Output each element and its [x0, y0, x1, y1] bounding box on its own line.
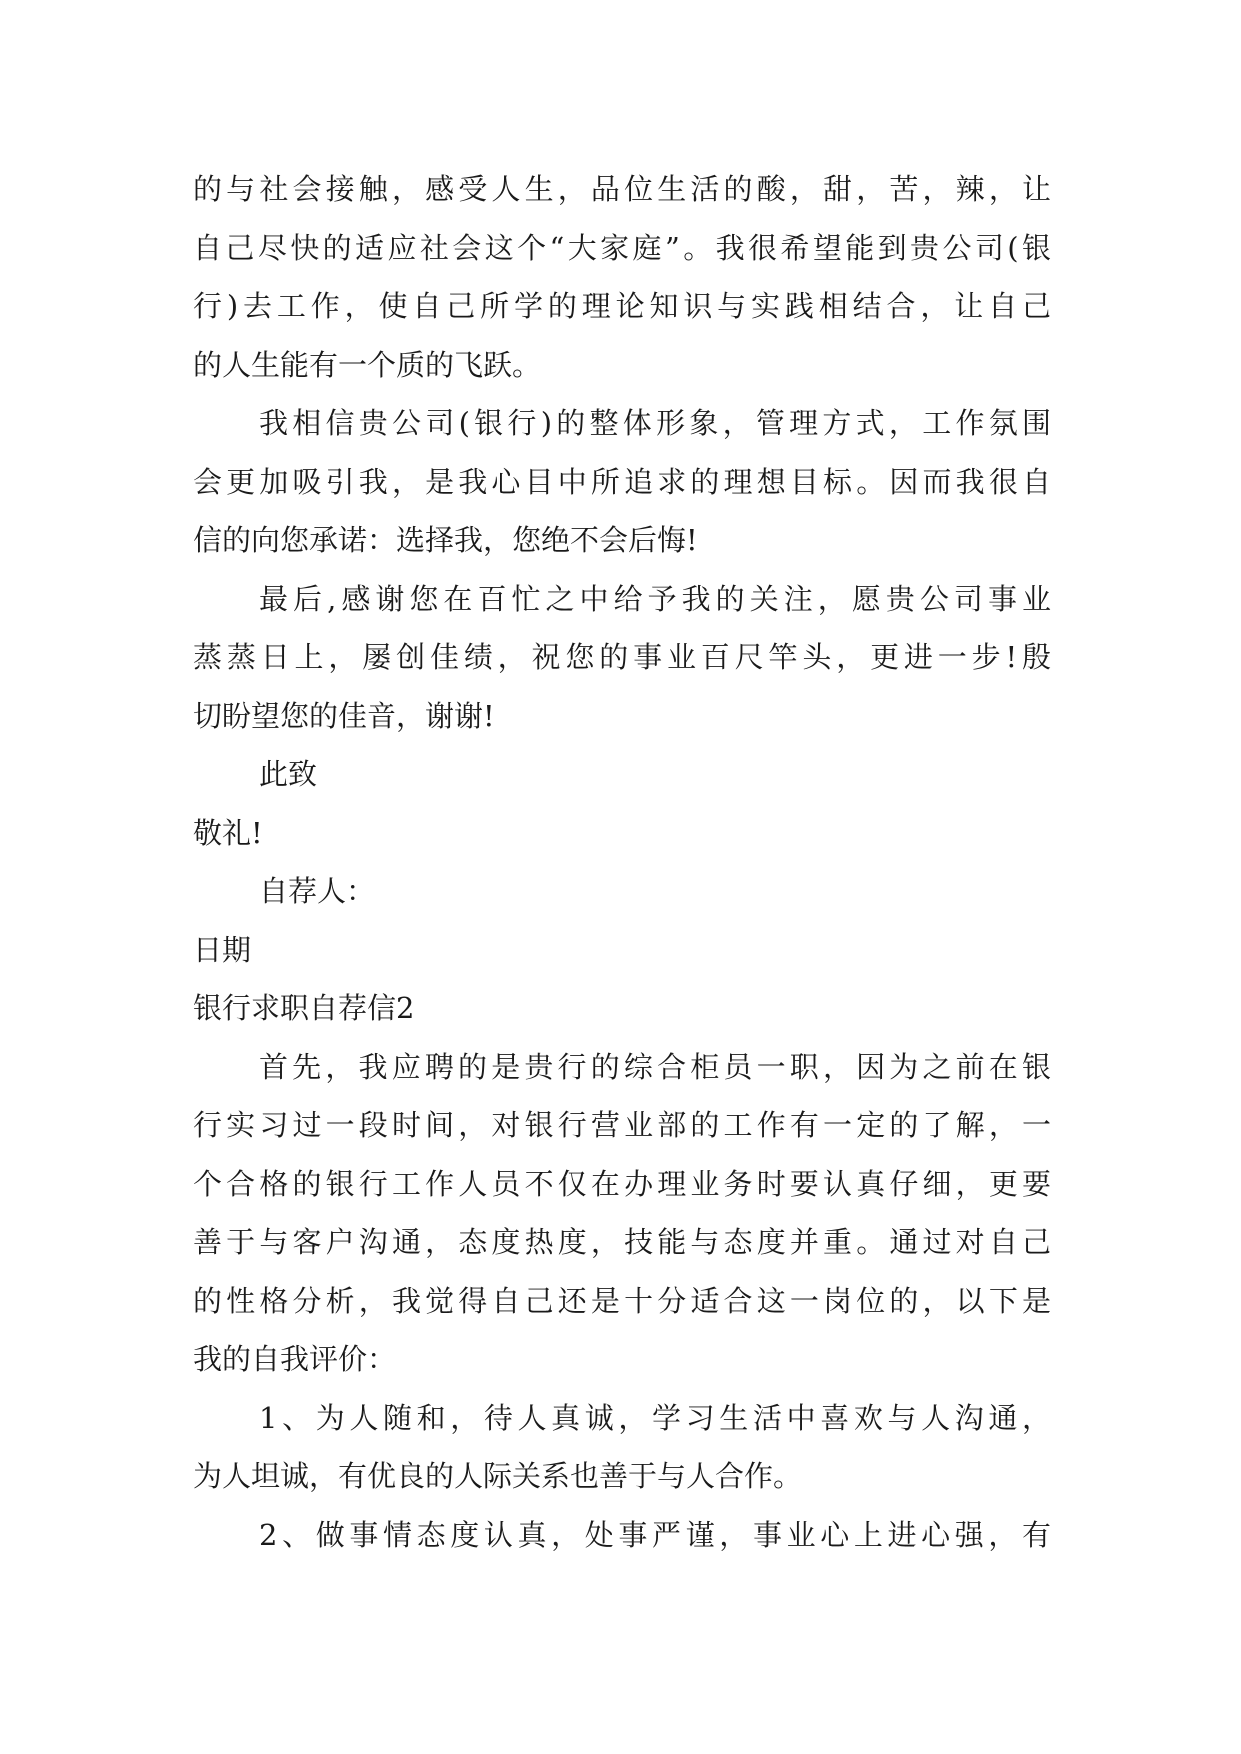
text-line: 2、做事情态度认真，处事严谨，事业心上进心强，有 [259, 1517, 1051, 1552]
text-line: 银行求职自荐信2 [193, 991, 415, 1025]
text-line: 1、为人随和，待人真诚，学习生活中喜欢与人沟通， [259, 1400, 1051, 1435]
text-line: 个合格的银行工作人员不仅在办理业务时要认真仔细，更要 [193, 1166, 1051, 1201]
letter-body [193, 160, 1051, 1564]
text-line: 日期 [193, 932, 252, 967]
text-line: 善于与客户沟通，态度热度，技能与态度并重。通过对自己 [193, 1225, 1051, 1259]
text-line: 最后,感谢您在百忙之中给予我的关注，愿贵公司事业 [259, 581, 1051, 616]
text-line: 我相信贵公司(银行)的整体形象，管理方式，工作氛围 [259, 406, 1051, 440]
text-line: 首先，我应聘的是贵行的综合柜员一职，因为之前在银 [259, 1049, 1051, 1084]
text-line: 的与社会接触，感受人生，品位生活的酸，甜，苦，辣，让 [193, 172, 1051, 206]
text-line: 我的自我评价： [193, 1342, 397, 1376]
text-line: 的人生能有一个质的飞跃。 [193, 347, 542, 382]
text-line: 为人坦诚，有优良的人际关系也善于与人合作。 [193, 1459, 803, 1493]
text-line: 敬礼! [193, 815, 263, 850]
text-line: 行)去工作，使自己所学的理论知识与实践相结合，让自己 [193, 289, 1051, 323]
text-line: 的性格分析，我觉得自己还是十分适合这一岗位的，以下是 [193, 1283, 1051, 1318]
text-line: 切盼望您的佳音，谢谢! [193, 698, 495, 733]
text-line: 会更加吸引我，是我心目中所追求的理想目标。因而我很自 [193, 464, 1051, 499]
text-line: 信的向您承诺：选择我，您绝不会后悔! [193, 523, 698, 557]
text-line: 蒸蒸日上，屡创佳绩，祝您的事业百尺竿头，更进一步!殷 [193, 640, 1051, 674]
text-line: 自己尽快的适应社会这个“大家庭”。我很希望能到贵公司(银 [193, 230, 1051, 265]
text-line: 此致 [259, 757, 318, 791]
text-line: 行实习过一段时间，对银行营业部的工作有一定的了解，一 [193, 1108, 1051, 1142]
text-line: 自荐人： [259, 874, 376, 908]
